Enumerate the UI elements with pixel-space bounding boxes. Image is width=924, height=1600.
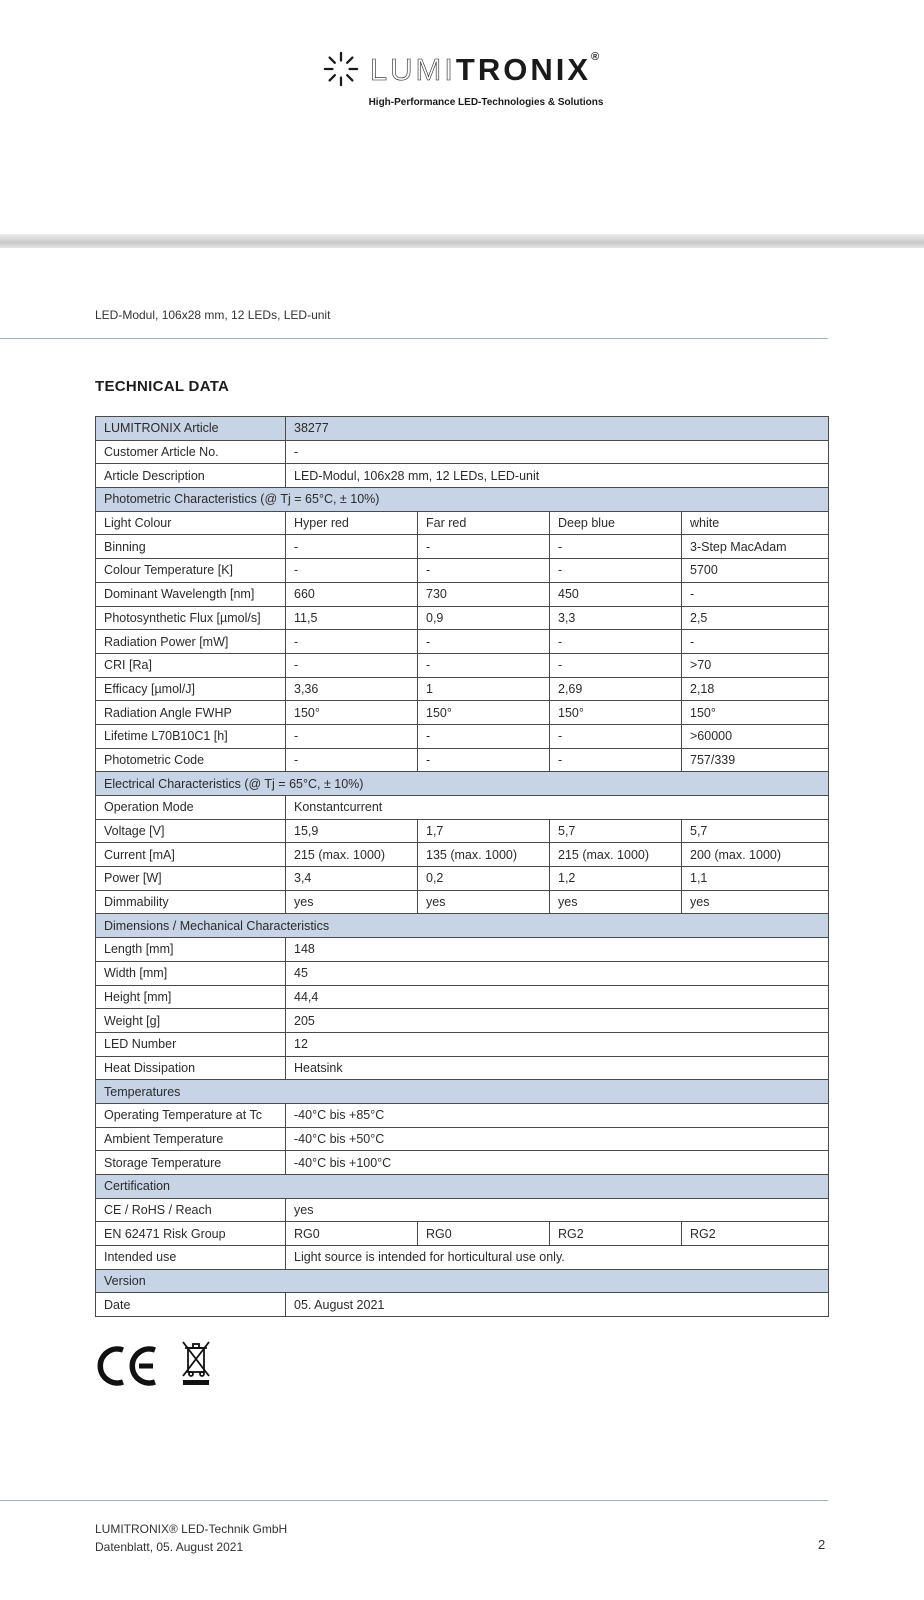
risk-group-row <box>96 1222 829 1246</box>
row-value: RG0 <box>418 1222 550 1246</box>
row-value: 150° <box>550 701 682 725</box>
footer <box>95 1520 287 1556</box>
row-value: 3-Step MacAdam <box>682 535 829 559</box>
row-value: 5700 <box>682 559 829 583</box>
page-number: 2 <box>818 1537 826 1552</box>
row-value: 5,7 <box>550 819 682 843</box>
row-label: CRI [Ra] <box>96 653 286 677</box>
ce-mark-icon <box>95 1344 159 1388</box>
electrical-section-row <box>96 772 829 796</box>
row-label: Binning <box>96 535 286 559</box>
row-value: 2,69 <box>550 677 682 701</box>
electrical-row <box>96 843 829 867</box>
row-label: Light Colour <box>96 511 286 535</box>
footer-datasheet-date: Datenblatt, 05. August 2021 <box>95 1540 244 1554</box>
electrical-row <box>96 867 829 891</box>
row-value: - <box>682 582 829 606</box>
top-divider <box>0 338 828 339</box>
row-label: Radiation Angle FWHP <box>96 701 286 725</box>
electrical-row <box>96 890 829 914</box>
section-header: Version <box>96 1269 829 1293</box>
row-value: 215 (max. 1000) <box>550 843 682 867</box>
row-value: 12 <box>286 1032 829 1056</box>
row-value: 1,7 <box>418 819 550 843</box>
row-value: - <box>418 724 550 748</box>
certification-marks <box>95 1338 211 1388</box>
row-value: 3,4 <box>286 867 418 891</box>
row-label: Current [mA] <box>96 843 286 867</box>
document-description: LED-Modul, 106x28 mm, 12 LEDs, LED-unit <box>95 308 331 322</box>
row-value: >60000 <box>682 724 829 748</box>
photometric-row <box>96 511 829 535</box>
row-label: Operating Temperature at Tc <box>96 1103 286 1127</box>
section-header: Dimensions / Mechanical Characteristics <box>96 914 829 938</box>
section-title: TECHNICAL DATA <box>95 378 230 395</box>
row-label: Storage Temperature <box>96 1151 286 1175</box>
row-value: - <box>286 724 418 748</box>
row-value: - <box>286 535 418 559</box>
row-value: 200 (max. 1000) <box>682 843 829 867</box>
section-header: Photometric Characteristics (@ Tj = 65°C, ± 10%) <box>96 488 829 512</box>
electrical-row <box>96 819 829 843</box>
row-label: Power [W] <box>96 867 286 891</box>
row-value: >70 <box>682 653 829 677</box>
sunburst-logo-icon <box>322 50 360 88</box>
row-value: RG2 <box>550 1222 682 1246</box>
row-label: Photosynthetic Flux [µmol/s] <box>96 606 286 630</box>
temperature-row <box>96 1151 829 1175</box>
photometric-row <box>96 630 829 654</box>
row-value: - <box>418 630 550 654</box>
dimension-row <box>96 961 829 985</box>
row-value: - <box>550 630 682 654</box>
row-value: Deep blue <box>550 511 682 535</box>
row-label: EN 62471 Risk Group <box>96 1222 286 1246</box>
row-label: Lifetime L70B10C1 [h] <box>96 724 286 748</box>
row-value: 15,9 <box>286 819 418 843</box>
row-value: 2,5 <box>682 606 829 630</box>
row-value: 150° <box>682 701 829 725</box>
ce-rohs-row <box>96 1198 829 1222</box>
row-value: Far red <box>418 511 550 535</box>
row-label: LED Number <box>96 1032 286 1056</box>
row-value: 3,36 <box>286 677 418 701</box>
section-header: Electrical Characteristics (@ Tj = 65°C, ± 10%) <box>96 772 829 796</box>
temperature-row <box>96 1127 829 1151</box>
header-band <box>0 234 924 248</box>
row-value: - <box>418 559 550 583</box>
row-value: white <box>682 511 829 535</box>
row-value: yes <box>286 890 418 914</box>
row-value: 1,1 <box>682 867 829 891</box>
operation-mode-row <box>96 796 829 820</box>
section-header: Temperatures <box>96 1080 829 1104</box>
row-label: Colour Temperature [K] <box>96 559 286 583</box>
temperature-row <box>96 1103 829 1127</box>
row-value: 1,2 <box>550 867 682 891</box>
row-label: Weight [g] <box>96 1009 286 1033</box>
row-value: - <box>682 630 829 654</box>
photometric-row <box>96 677 829 701</box>
row-label: Photometric Code <box>96 748 286 772</box>
date-row <box>96 1293 829 1317</box>
row-label: Efficacy [µmol/J] <box>96 677 286 701</box>
row-label: Height [mm] <box>96 985 286 1009</box>
photometric-row <box>96 535 829 559</box>
row-value: 450 <box>550 582 682 606</box>
row-value: Light source is intended for horticultural use only. <box>286 1246 829 1270</box>
row-label: Article Description <box>96 464 286 488</box>
row-label: CE / RoHS / Reach <box>96 1198 286 1222</box>
article-row <box>96 417 829 441</box>
row-value: - <box>550 724 682 748</box>
row-label: Date <box>96 1293 286 1317</box>
row-value: - <box>418 748 550 772</box>
row-value: 757/339 <box>682 748 829 772</box>
row-label: Width [mm] <box>96 961 286 985</box>
photometric-section-row <box>96 488 829 512</box>
row-value: - <box>286 440 829 464</box>
dimension-row <box>96 1056 829 1080</box>
row-value: 1 <box>418 677 550 701</box>
row-value: - <box>550 559 682 583</box>
row-value: 2,18 <box>682 677 829 701</box>
row-label: Operation Mode <box>96 796 286 820</box>
row-value: 3,3 <box>550 606 682 630</box>
row-label: LUMITRONIX Article <box>96 417 286 441</box>
row-value: - <box>286 630 418 654</box>
row-value: yes <box>418 890 550 914</box>
row-label: Customer Article No. <box>96 440 286 464</box>
article-description-row <box>96 464 829 488</box>
row-value: yes <box>682 890 829 914</box>
row-value: Hyper red <box>286 511 418 535</box>
row-value: 5,7 <box>682 819 829 843</box>
row-value: - <box>286 748 418 772</box>
row-value: 05. August 2021 <box>286 1293 829 1317</box>
logo <box>0 50 924 108</box>
photometric-row <box>96 653 829 677</box>
row-value: 38277 <box>286 417 829 441</box>
dimension-row <box>96 985 829 1009</box>
technical-data-table <box>95 416 829 1317</box>
photometric-row <box>96 582 829 606</box>
row-value: Heatsink <box>286 1056 829 1080</box>
row-value: - <box>550 748 682 772</box>
row-value: 44,4 <box>286 985 829 1009</box>
row-value: - <box>418 535 550 559</box>
row-value: yes <box>550 890 682 914</box>
logo-tagline: High-Performance LED-Technologies & Solutions <box>368 97 604 108</box>
row-value: RG0 <box>286 1222 418 1246</box>
row-label: Intended use <box>96 1246 286 1270</box>
row-value: - <box>550 653 682 677</box>
row-value: - <box>286 653 418 677</box>
temperatures-section-row <box>96 1080 829 1104</box>
photometric-row <box>96 724 829 748</box>
logo-wordmark: LUMITRONIX® <box>369 50 603 87</box>
row-label: Ambient Temperature <box>96 1127 286 1151</box>
row-value: - <box>418 653 550 677</box>
row-value: 150° <box>418 701 550 725</box>
row-value: 0,9 <box>418 606 550 630</box>
footer-company: LUMITRONIX® LED-Technik GmbH <box>95 1522 288 1536</box>
section-header: Certification <box>96 1175 829 1199</box>
row-label: Dominant Wavelength [nm] <box>96 582 286 606</box>
row-value: 205 <box>286 1009 829 1033</box>
row-value: 215 (max. 1000) <box>286 843 418 867</box>
row-value: 660 <box>286 582 418 606</box>
bottom-divider <box>0 1500 828 1501</box>
row-label: Radiation Power [mW] <box>96 630 286 654</box>
certification-section-row <box>96 1175 829 1199</box>
row-label: Heat Dissipation <box>96 1056 286 1080</box>
row-label: Voltage [V] <box>96 819 286 843</box>
row-value: Konstantcurrent <box>286 796 829 820</box>
row-value: 0,2 <box>418 867 550 891</box>
row-value: 135 (max. 1000) <box>418 843 550 867</box>
dimension-row <box>96 938 829 962</box>
weee-bin-icon <box>181 1338 211 1388</box>
row-value: -40°C bis +85°C <box>286 1103 829 1127</box>
row-value: 148 <box>286 938 829 962</box>
row-value: -40°C bis +50°C <box>286 1127 829 1151</box>
row-value: - <box>550 535 682 559</box>
row-value: LED-Modul, 106x28 mm, 12 LEDs, LED-unit <box>286 464 829 488</box>
intended-use-row <box>96 1246 829 1270</box>
dimension-row <box>96 1009 829 1033</box>
photometric-row <box>96 748 829 772</box>
customer-article-row <box>96 440 829 464</box>
row-value: 730 <box>418 582 550 606</box>
row-value: 11,5 <box>286 606 418 630</box>
photometric-row <box>96 606 829 630</box>
photometric-row <box>96 701 829 725</box>
row-value: 150° <box>286 701 418 725</box>
row-label: Length [mm] <box>96 938 286 962</box>
row-value: 45 <box>286 961 829 985</box>
version-section-row <box>96 1269 829 1293</box>
row-value: yes <box>286 1198 829 1222</box>
row-value: -40°C bis +100°C <box>286 1151 829 1175</box>
row-value: - <box>286 559 418 583</box>
row-value: RG2 <box>682 1222 829 1246</box>
photometric-row <box>96 559 829 583</box>
dimension-row <box>96 1032 829 1056</box>
dimensions-section-row <box>96 914 829 938</box>
row-label: Dimmability <box>96 890 286 914</box>
